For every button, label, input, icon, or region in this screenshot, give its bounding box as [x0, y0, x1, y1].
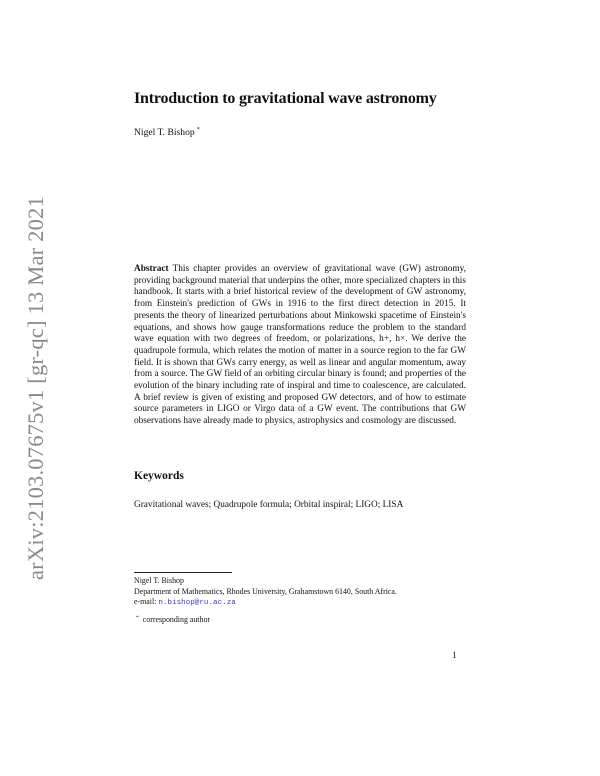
corresponding-author-note: [134, 615, 210, 624]
email-link[interactable]: n.bishop@ru.ac.za: [158, 599, 236, 608]
author-line: [134, 127, 200, 138]
keywords-heading: Keywords: [134, 470, 184, 482]
arxiv-identifier-stamp: arXiv:2103.07675v1 [gr-qc] 13 Mar 2021: [23, 196, 48, 580]
abstract-block: [134, 264, 466, 428]
affiliation-footnote: [134, 576, 397, 609]
footnote-email-line: [134, 597, 397, 609]
abstract-heading: Abstract: [134, 264, 169, 274]
author-name: Nigel T. Bishop: [134, 127, 195, 138]
footnote-author-name: Nigel T. Bishop: [134, 576, 184, 585]
keywords-list: Gravitational waves; Quadrupole formula; Orbital inspiral; LIGO; LISA: [134, 500, 404, 510]
corresponding-text: corresponding author: [142, 615, 211, 624]
corresponding-marker: *: [136, 615, 139, 621]
email-label: e-mail:: [134, 597, 157, 607]
paper-title: Introduction to gravitational wave astronomy: [134, 90, 437, 107]
abstract-text: This chapter provides an overview of gravitational wave (GW) astronomy, providing background material that underpins the other, more specialized chapters in this handbook. It starts with a brief historical review of the development of GW astronomy, from Einstein's prediction of GWs in 1916 to the first direct detection in 2015. It presents the theory of linearized perturbations about Minkowski spacetime of Einstein's equations, and shows how gauge transformations reduce the problem to the standard wave equation with two degrees of freedom, or polarizations, h+, h×. We derive the quadrupole formula, which relates the motion of matter in a source region to the far GW field. It is shown that GWs carry energy, as well as linear and angular momentum, away from a source. The GW field of an orbiting circular binary is found; and properties of the evolution of the binary including rate of inspiral and time to coalescence, are calculated. A brief review is given of existing and proposed GW detectors, and of how to estimate source parameters in LIGO or Virgo data of a GW event. The contributions that GW observations have already made to physics, astrophysics and cosmology are discussed.: [134, 264, 466, 427]
author-marker: *: [196, 127, 200, 133]
page-number: 1: [452, 650, 457, 660]
footnote-divider: [134, 572, 232, 573]
footnote-affiliation: Department of Mathematics, Rhodes University, Grahamstown 6140, South Africa.: [134, 586, 397, 596]
